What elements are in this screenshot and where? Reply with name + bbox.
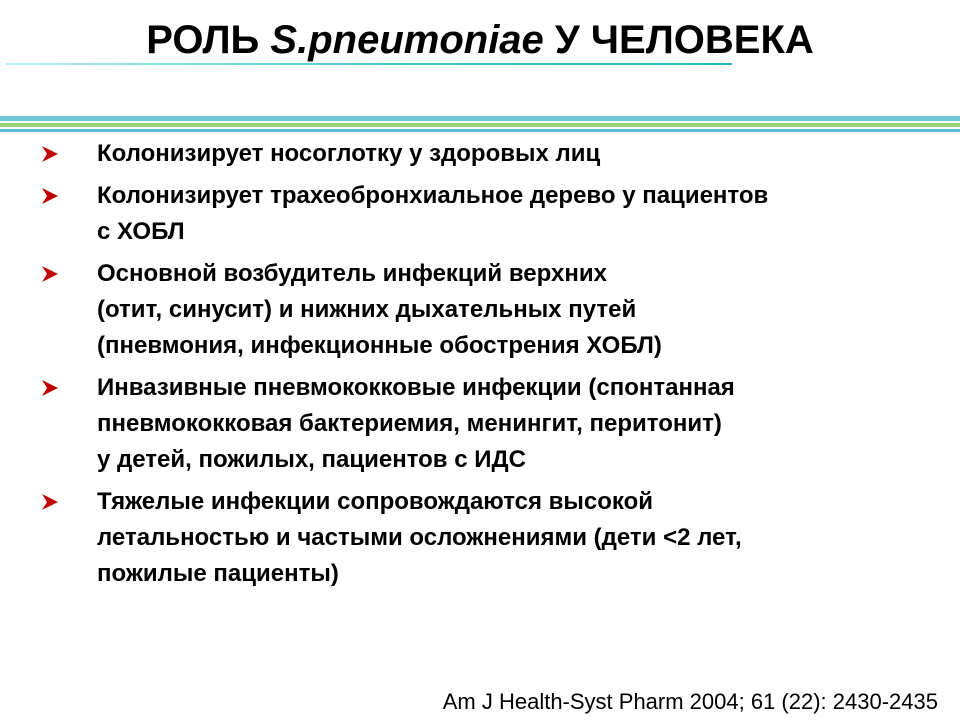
title-underline-rule (6, 63, 732, 65)
arrow-bullet-icon (40, 264, 60, 284)
arrow-bullet-icon (40, 144, 60, 164)
bullet-item (40, 136, 940, 172)
bullet-text (97, 178, 940, 250)
bullet-text (97, 370, 940, 478)
bullet-line: Колонизирует трахеобронхиальное дерево у пациентов (97, 182, 769, 209)
bullet-line: (пневмония, инфекционные обострения ХОБЛ) (97, 332, 662, 359)
bullet-item (40, 370, 940, 478)
slide-title-prefix: РОЛЬ (146, 18, 271, 62)
bullet-line: пневмококковая бактериемия, менингит, перитонит) (97, 410, 722, 437)
bullet-text (97, 484, 940, 592)
bullet-item (40, 484, 940, 592)
decorative-band-blue-lower (0, 129, 960, 132)
bullet-line: Инвазивные пневмококковые инфекции (спонтанная (97, 374, 735, 401)
bullet-line: Основной возбудитель инфекций верхних (97, 260, 607, 287)
slide-title-suffix: У ЧЕЛОВЕКА (543, 18, 814, 62)
arrow-bullet-icon (40, 492, 60, 512)
bullet-list (40, 136, 940, 598)
citation-reference: Am J Health-Syst Pharm 2004; 61 (22): 2430-2435 (442, 689, 938, 714)
bullet-line: летальностью и частыми осложнениями (дети <2 лет, (97, 524, 742, 551)
bullet-text (97, 256, 940, 364)
bullet-line: Тяжелые инфекции сопровождаются высокой (97, 488, 654, 515)
bullet-item (40, 178, 940, 250)
bullet-line: Колонизирует носоглотку у здоровых лиц (97, 140, 601, 167)
arrow-bullet-icon (40, 186, 60, 206)
bullet-item (40, 256, 940, 364)
bullet-text (97, 136, 940, 172)
slide-title-species: S.pneumoniae (270, 18, 544, 62)
arrow-bullet-icon (40, 378, 60, 398)
bullet-line: у детей, пожилых, пациентов с ИДС (97, 446, 526, 473)
slide-title (0, 12, 960, 68)
bullet-line: (отит, синусит) и нижних дыхательных путей (97, 296, 637, 323)
bullet-line: пожилые пациенты) (97, 560, 339, 587)
bullet-line: с ХОБЛ (97, 218, 185, 245)
